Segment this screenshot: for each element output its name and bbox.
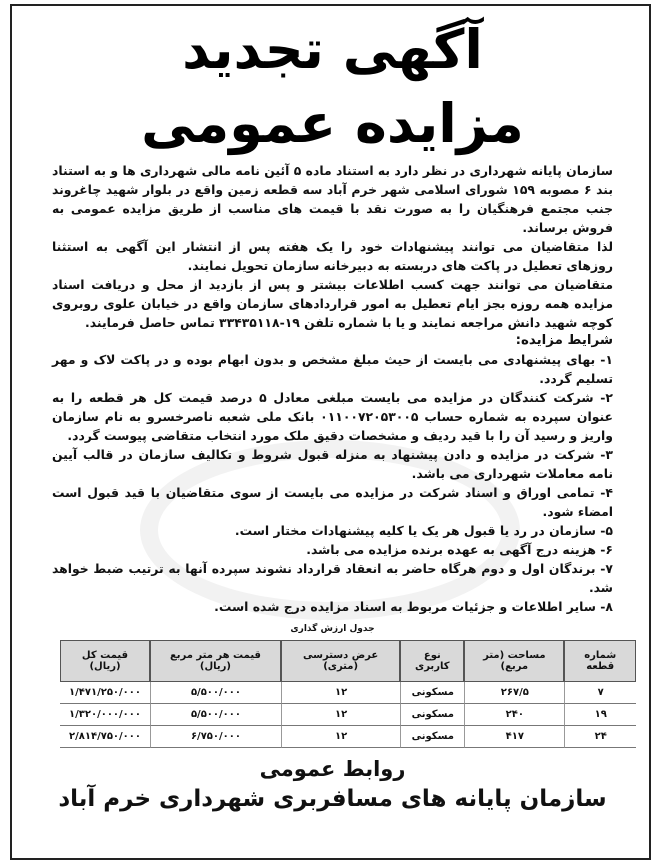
condition-item: ۳- شرکت در مزایده و دادن پیشنهاد به منزله قبول شروط و تکالیف سازمان در قالب آیین نامه معاملات شهرداری می باشد. (52, 447, 613, 481)
table-row (60, 682, 636, 704)
condition-item: ۶- هزینه درج آگهی به عهده برنده مزایده می باشد. (306, 542, 613, 557)
table-cell: ۱/۳۲۰/۰۰۰/۰۰۰ (60, 704, 150, 726)
table-cell: ۵/۵۰۰/۰۰۰ (150, 704, 281, 726)
header-cell-usage: نوع کاربری (400, 640, 464, 682)
table-cell: ۲/۸۱۴/۷۵۰/۰۰۰ (60, 726, 150, 748)
condition-item: ۷- برندگان اول و دوم هرگاه حاضر به انعقاد قرارداد نشوند سپرده آنها به ترتیب ضبط خواهد شد. (52, 561, 613, 595)
header-cell-area: مساحت (متر مربع) (464, 640, 564, 682)
table-row (60, 726, 636, 748)
header-cell-total-price: قیمت کل (ریال) (60, 640, 150, 682)
condition-item: ۲- شرکت کنندگان در مزایده می بایست مبلغی معادل ۵ درصد قیمت کل هر قطعه را به عنوان سپرده به شماره حساب ۰۱۱۰۰۷۲۰۵۳۰۰۵ بانک ملی شعبه ناصرخسرو به نام سازمان واریز و رسید آن را با قید ردیف و مشخصات دقیق ملک مورد انتخاب متقاضی پیوست گردد. (52, 390, 613, 443)
table-cell: ۱/۴۷۱/۲۵۰/۰۰۰ (60, 682, 150, 704)
table-cell: ۱۹ (564, 704, 636, 726)
table-cell: ۲۴ (564, 726, 636, 748)
table-row (60, 704, 636, 726)
header-cell-plot-number: شماره قطعه (564, 640, 636, 682)
intro-paragraph: متقاضیان می توانند جهت کسب اطلاعات بیشتر و پس از بازدید از محل و دریافت اسناد مزایده همه روزه بجز ایام تعطیل به امور قراردادهای سازمان واقع در خیابان علوی روبروی کوچه شهید دانش مراجعه نمایند و یا با شماره تلفن ۱۹-۳۳۴۳۵۱۱۸ تماس حاصل فرمایند. (52, 277, 613, 330)
table-cell: ۷ (564, 682, 636, 704)
table-cell: ۶/۷۵۰/۰۰۰ (150, 726, 281, 748)
table-caption: جدول ارزش گذاری (290, 624, 375, 634)
table-cell: ۴۱۷ (464, 726, 564, 748)
condition-item: ۴- تمامی اوراق و اسناد شرکت در مزایده می بایست از سوی متقاضیان با قید قبول است امضاء شود. (52, 485, 613, 519)
table-cell: مسکونی (400, 726, 464, 748)
notice-title-line2: مزایده عمومی (141, 92, 524, 155)
intro-section (52, 161, 613, 332)
header-cell-access-width: عرض دسترسی (متری) (281, 640, 400, 682)
table-cell: ۱۲ (281, 704, 400, 726)
table-cell: مسکونی (400, 682, 464, 704)
intro-paragraph: سازمان پایانه شهرداری در نظر دارد به استناد ماده ۵ آئین نامه مالی شهرداری ها و به استناد بند ۶ مصوبه ۱۵۹ شورای اسلامی شهر خرم آباد سه قطعه زمین واقع در بلوار شهید چاغروند جنب مجتمع فرهنگیان را به صورت نقد با قیمت های مناسب از طریق مزایده عمومی به فروش برساند. (52, 163, 613, 235)
table-cell: ۱۲ (281, 682, 400, 704)
conditions-heading: شرایط مزایده: (515, 333, 613, 348)
condition-item: ۱- بهای پیشنهادی می بایست از حیث مبلغ مشخص و بدون ابهام بوده و در پاکت لاک و مهر تسلیم گردد. (52, 352, 613, 386)
signature-organization: سازمان پایانه های مسافربری شهرداری خرم آباد (58, 786, 607, 812)
table-cell: ۵/۵۰۰/۰۰۰ (150, 682, 281, 704)
table-cell: ۲۴۰ (464, 704, 564, 726)
table-header-row (60, 640, 636, 682)
condition-item: ۸- سایر اطلاعات و جزئیات مربوط به اسناد مزایده درج شده است. (214, 599, 613, 614)
notice-title-line1: آگهی تجدید (182, 18, 483, 81)
table-cell: ۲۶۷/۵ (464, 682, 564, 704)
condition-item: ۵- سازمان در رد یا قبول هر یک یا کلیه پیشنهادات مختار است. (234, 523, 613, 538)
conditions-section (52, 331, 613, 616)
table-cell: ۱۲ (281, 726, 400, 748)
valuation-table (60, 640, 636, 748)
intro-paragraph: لذا متقاضیان می توانند پیشنهادات خود را یک هفته پس از انتشار این آگهی به استثنا روزهای تعطیل در پاکت های دربسته به دبیرخانه سازمان تحویل نمایند. (52, 239, 613, 273)
signature-department: روابط عمومی (259, 757, 406, 781)
table-cell: مسکونی (400, 704, 464, 726)
header-cell-unit-price: قیمت هر متر مربع (ریال) (150, 640, 281, 682)
